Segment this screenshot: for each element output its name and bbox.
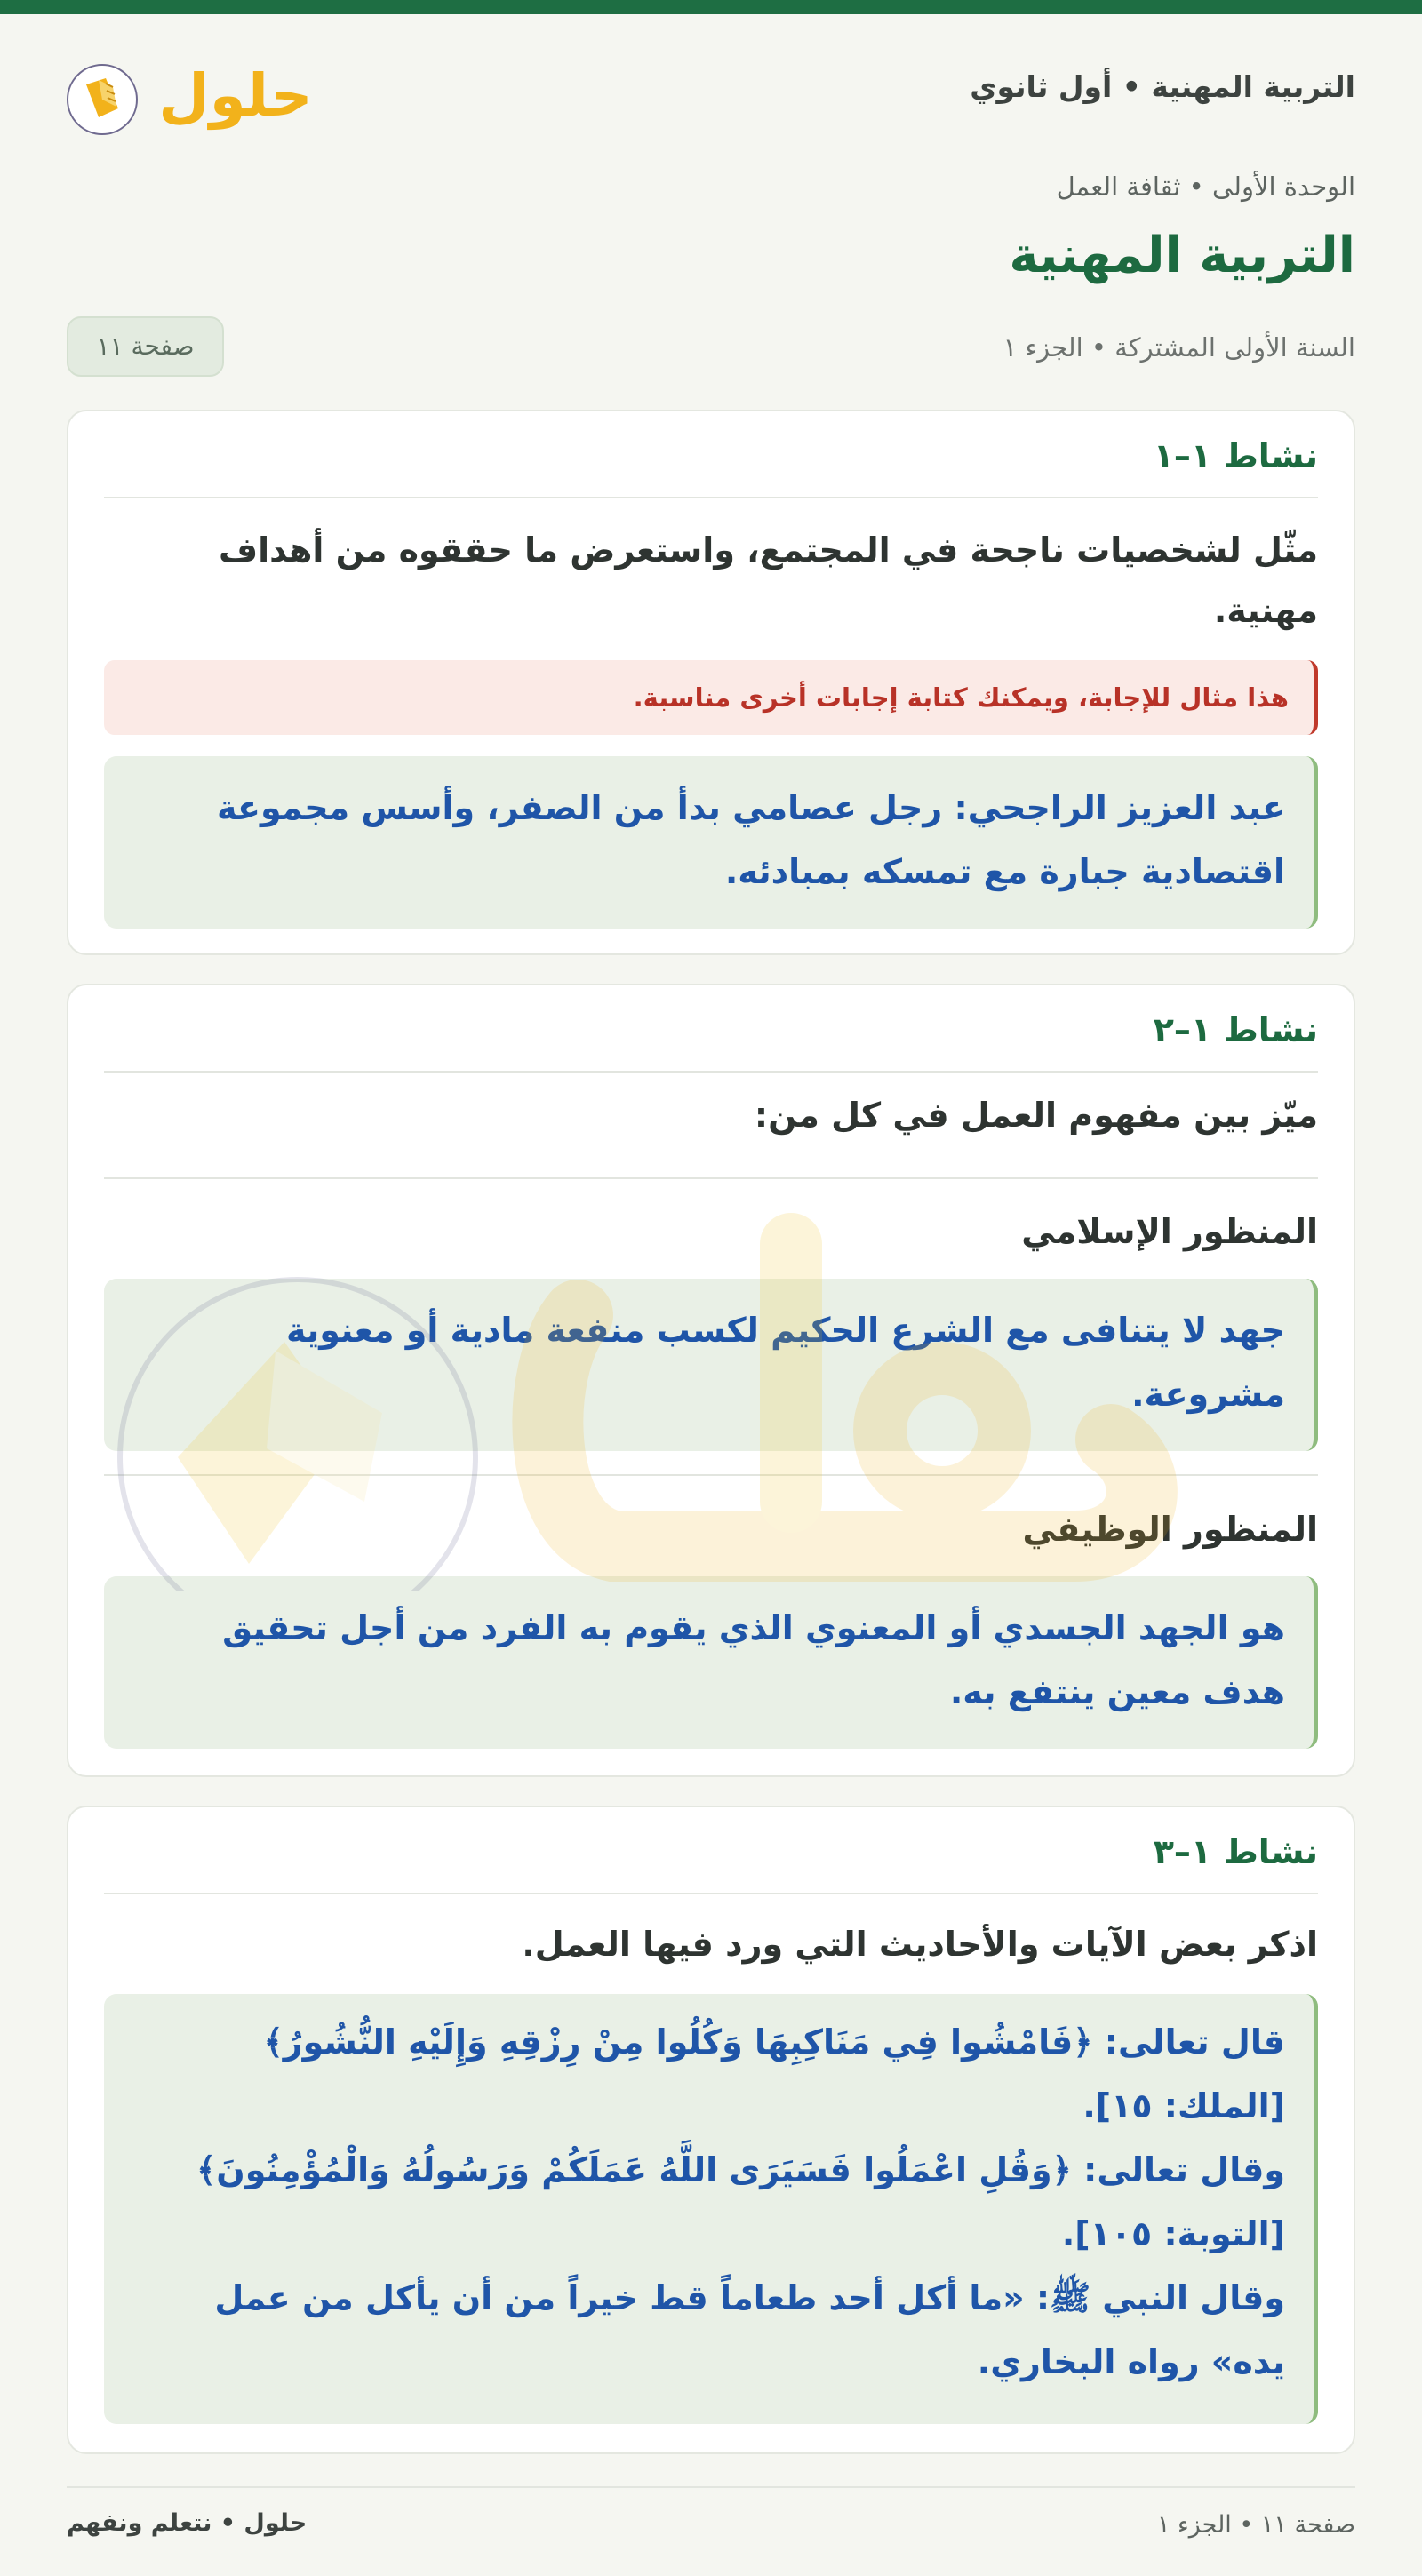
activity-question: اذكر بعض الآيات والأحاديث التي ورد فيها العمل. xyxy=(522,1925,1318,1964)
page-number-badge: صفحة ١١ xyxy=(67,316,224,377)
divider xyxy=(104,1474,1318,1476)
logo-wordmark: حلول xyxy=(158,61,313,130)
page-header xyxy=(67,44,1355,142)
footer-divider xyxy=(67,2486,1355,2488)
section-heading-islamic: المنظور الإسلامي xyxy=(1021,1212,1318,1251)
subject-title: التربية المهنية • أول ثانوي xyxy=(970,69,1355,104)
answer-box-verses xyxy=(104,1994,1318,2424)
top-accent-bar xyxy=(0,0,1422,14)
divider xyxy=(104,497,1318,498)
divider xyxy=(104,1071,1318,1073)
footer-page-info: صفحة ١١ • الجزء ١ xyxy=(1156,2511,1355,2539)
answer-line: وقال النبي ﷺ: «ما أكل أحد طعاماً قط خيراً من أن يأكل من عمل يده» رواه البخاري. xyxy=(214,2278,1285,2381)
activity-card-3 xyxy=(67,1806,1355,2454)
answer-line: قال تعالى: ﴿فَامْشُوا فِي مَنَاكِبِهَا وَكُلُوا مِنْ رِزْقِهِ وَإِلَيْهِ النُّشُورُ﴾ [الملك: ١٥]. xyxy=(263,2022,1285,2125)
footer-brand[interactable]: حلول • نتعلم ونفهم xyxy=(67,2509,308,2537)
activity-question: ميّز بين مفهوم العمل في كل من: xyxy=(754,1096,1318,1135)
activity-card-1 xyxy=(67,410,1355,955)
answer-note: هذا مثال للإجابة، ويمكنك كتابة إجابات أخرى مناسبة. xyxy=(104,660,1318,735)
divider xyxy=(104,1893,1318,1894)
book-logo-icon xyxy=(67,44,324,142)
meta-line: السنة الأولى المشتركة • الجزء ١ xyxy=(1003,332,1355,363)
answer-box-functional: هو الجهد الجسدي أو المعنوي الذي يقوم به الفرد من أجل تحقيق هدف معين ينتفع به. xyxy=(104,1576,1318,1749)
answer-line: وقال تعالى: ﴿وَقُلِ اعْمَلُوا فَسَيَرَى اللَّهُ عَمَلَكُمْ وَرَسُولُهُ وَالْمُؤْمِنُونَ﴾ [التوبة: ١٠٥]. xyxy=(196,2150,1285,2253)
answer-box-islamic: جهد لا يتنافى مع الشرع الحكيم لكسب منفعة مادية أو معنوية مشروعة. xyxy=(104,1279,1318,1451)
activity-title: نشاط ١–٣ xyxy=(1153,1832,1318,1871)
activity-question: مثّل لشخصيات ناجحة في المجتمع، واستعرض ما حققوه من أهداف مهنية. xyxy=(218,530,1318,630)
page-title: التربية المهنية xyxy=(1009,227,1355,284)
activity-card-2 xyxy=(67,984,1355,1777)
divider xyxy=(104,1177,1318,1179)
activity-title: نشاط ١–١ xyxy=(1153,436,1318,475)
section-heading-functional: المنظور الوظيفي xyxy=(1022,1510,1318,1549)
answer-box: عبد العزيز الراجحي: رجل عصامي بدأ من الصفر، وأسس مجموعة اقتصادية جبارة مع تمسكه بمبادئه. xyxy=(104,756,1318,929)
brand-logo[interactable] xyxy=(67,44,324,142)
unit-line: الوحدة الأولى • ثقافة العمل xyxy=(1056,171,1355,202)
activity-title: نشاط ١–٢ xyxy=(1153,1010,1318,1049)
